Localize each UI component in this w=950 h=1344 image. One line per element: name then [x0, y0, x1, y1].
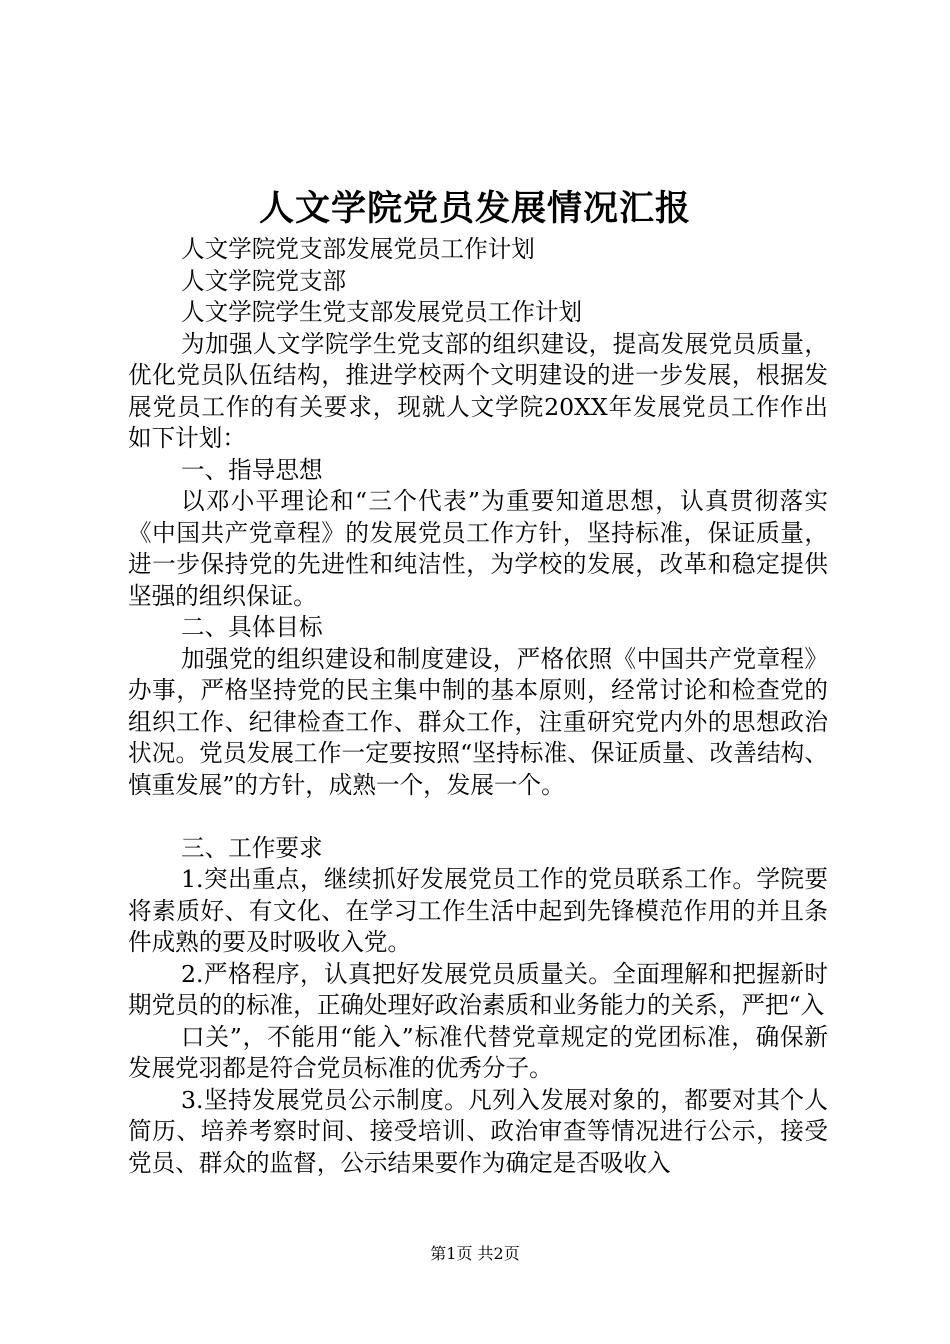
blank-line	[128, 801, 828, 833]
page-number-footer: 第1页 共2页	[430, 1244, 520, 1263]
section-heading-guiding-thought: 一、指导思想	[181, 455, 323, 484]
paragraph-subtitle-branch: 人文学院党支部	[181, 266, 347, 295]
paragraph-guiding-thought: 以邓小平理论和“三个代表”为重要知道思想，认真贯彻落实《中国共产党章程》的发展党员工作方针，坚持标准，保证质量，进一步保持党的先进性和纯洁性，为学校的发展，改革和稳定提供坚强的组织保证。	[128, 487, 828, 610]
paragraph-requirement-1: 1.突出重点，继续抓好发展党员工作的党员联系工作。学院要将素质好、有文化、在学习工作生活中起到先锋模范作用的并且条件成熟的要及时吸收入党。	[128, 865, 828, 956]
paragraph-subtitle-student-plan: 人文学院学生党支部发展党员工作计划	[181, 298, 583, 326]
section-heading-specific-goals: 二、具体目标	[181, 613, 323, 641]
document-body	[128, 234, 828, 1179]
paragraph-subtitle-plan: 人文学院党支部发展党员工作计划	[181, 235, 535, 263]
paragraph-requirement-2-continued: 口关”，不能用“能入”标准代替党章规定的党团标准，确保新发展党羽都是符合党员标准的优秀分子。	[128, 1022, 828, 1082]
section-heading-work-requirements: 三、工作要求	[181, 833, 323, 862]
paragraph-specific-goals: 加强党的组织建设和制度建设，严格依照《中国共产党章程》办事，严格坚持党的民主集中制的基本原则，经常讨论和检查党的组织工作、纪律检查工作、群众工作，注重研究党内外的思想政治状况。党员发展工作一定要按照“坚持标准、保证质量、改善结构、慎重发展”的方针，成熟一个，发展一个。	[128, 644, 828, 799]
paragraph-requirement-3: 3.坚持发展党员公示制度。凡列入发展对象的，都要对其个人简历、培养考察时间、接受培训、政治审查等情况进行公示，接受党员、群众的监督，公示结果要作为确定是否吸收入	[128, 1085, 828, 1177]
document-title: 人文学院党员发展情况汇报	[258, 188, 691, 229]
paragraph-intro: 为加强人文学院学生党支部的组织建设，提高发展党员质量，优化党员队伍结构，推进学校两个文明建设的进一步发展，根据发展党员工作的有关要求，现就人文学院20XX年发展党员工作作出如下计划：	[128, 329, 828, 452]
paragraph-requirement-2: 2.严格程序，认真把好发展党员质量关。全面理解和把握新时期党员的的标准，正确处理好政治素质和业务能力的关系，严把“入	[128, 959, 828, 1019]
